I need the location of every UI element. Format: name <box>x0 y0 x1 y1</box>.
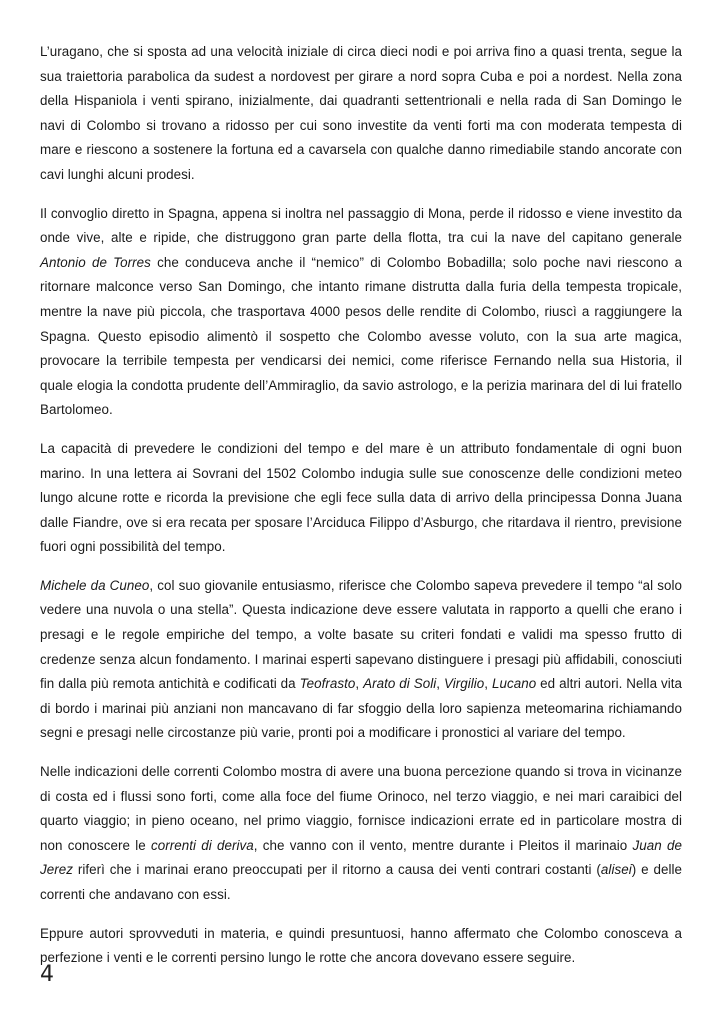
italic-term: Michele da Cuneo <box>40 577 150 593</box>
italic-term: alisei <box>600 862 632 878</box>
document-page <box>40 40 682 985</box>
paragraph-currents: Nelle indicazioni delle correnti Colombo mostra di avere una buona percezione quando si trova in vicinanze di costa ed i flussi sono forti, come alla foce del fiume Orinoco, nel terzo viaggio, e nei mari caraibici del quarto viaggio; in pieno oceano, nel primo viaggio, fornisce indicazioni errate ed in particolare mostra di non conoscere le correnti di deriva, che vanno con il vento, mentre durante i Pleitos il marinaio Juan de Jerez riferì che i marinai erano preoccupati per il ritorno a causa dei venti contrari costanti (alisei) e delle correnti che andavano con essi. <box>40 764 682 902</box>
italic-term: Teofrasto <box>299 676 356 692</box>
paragraph-presumptuous-authors: Eppure autori sprovveduti in materia, e quindi presuntuosi, hanno affermato che Colombo conosceva a perfezione i venti e le correnti persino lungo le rotte che ancora dovevano essere seguire. <box>40 925 682 966</box>
italic-term: Virgilio <box>443 676 485 692</box>
paragraph-michele-da-cuneo: Michele da Cuneo, col suo giovanile entusiasmo, riferisce che Colombo sapeva prevedere il tempo “al solo vedere una nuvola o una stella”. Questa indicazione deve essere valutata in rapporto a quelli che erano i presagi e le regole empiriche del tempo, a volte basate su criteri fondati e validi ma spesso frutto di credenze senza alcun fondamento. I marinai esperti sapevano distinguere i presagi più affidabili, conosciuti fin dalla più remota antichità e codificati da Teofrasto, Arato di Soli, Virgilio, Lucano ed altri autori. Nella vita di bordo i marinai più anziani non mancavano di far sfoggio della loro sapienza meteomarina richiamando segni e presagi nelle circostanze più varie, pronti poi a modificare i pronostici al variare del tempo. <box>40 577 683 741</box>
paragraph-hurricane-path: L’uragano, che si sposta ad una velocità iniziale di circa dieci nodi e poi arriva fino a quasi trenta, segue la sua traiettoria parabolica da sudest a nordovest per girare a nord sopra Cuba e poi a nordest. Nella zona della Hispaniola i venti spirano, inizialmente, dai quadranti settentrionali e nella rada di San Domingo le navi di Colombo si trovano a ridosso per cui sono investite da venti forti ma con moderata tempesta di mare e riescono a sostenere la fortuna ed a cavarsela con qualche danno rimediabile stando ancorate con cavi lunghi alcuni prodesi. <box>40 44 682 182</box>
italic-term: Antonio de Torres <box>40 254 151 270</box>
italic-term: Juan de Jerez <box>40 837 682 878</box>
paragraph-convoy-mona: Il convoglio diretto in Spagna, appena si inoltra nel passaggio di Mona, perde il ridosso e viene investito da onde vive, alte e ripide, che distruggono gran parte della flotta, tra cui la nave del capitano generale Antonio de Torres che conduceva anche il “nemico” di Colombo Bobadilla; solo poche navi riescono a ritornare malconce verso San Domingo, che intanto rimane distrutta dalla furia della tempesta tropicale, mentre la nave più piccola, che trasportava 4000 pesos delle rendite di Colombo, riuscì a raggiungere la Spagna. Questo episodio alimentò il sospetto che Colombo avesse voluto, con la sua arte magica, provocare la terribile tempesta per vendicarsi dei nemici, come riferisce Fernando nella sua Historia, il quale elogia la condotta prudente dell’Ammiraglio, da savio astrologo, e la perizia marinara del di lui fratello Bartolomeo. <box>40 205 683 418</box>
page-number: 4 <box>40 962 54 987</box>
italic-term: Arato di Soli <box>363 676 437 692</box>
italic-term: correnti di deriva <box>150 837 254 853</box>
italic-term: Lucano <box>492 676 537 692</box>
paragraph-weather-forecast: La capacità di prevedere le condizioni del tempo e del mare è un attributo fondamentale di ogni buon marino. In una lettera ai Sovrani del 1502 Colombo indugia sulle sue conoscenze delle condizioni meteo lungo alcune rotte e ricorda la previsione che egli fece sulla data di arrivo della principessa Donna Juana dalle Fiandre, ove si era recata per sposare l’Arciduca Filippo d’Asburgo, che ritardava il rientro, previsione fuori ogni possibilità del tempo. <box>40 440 682 555</box>
